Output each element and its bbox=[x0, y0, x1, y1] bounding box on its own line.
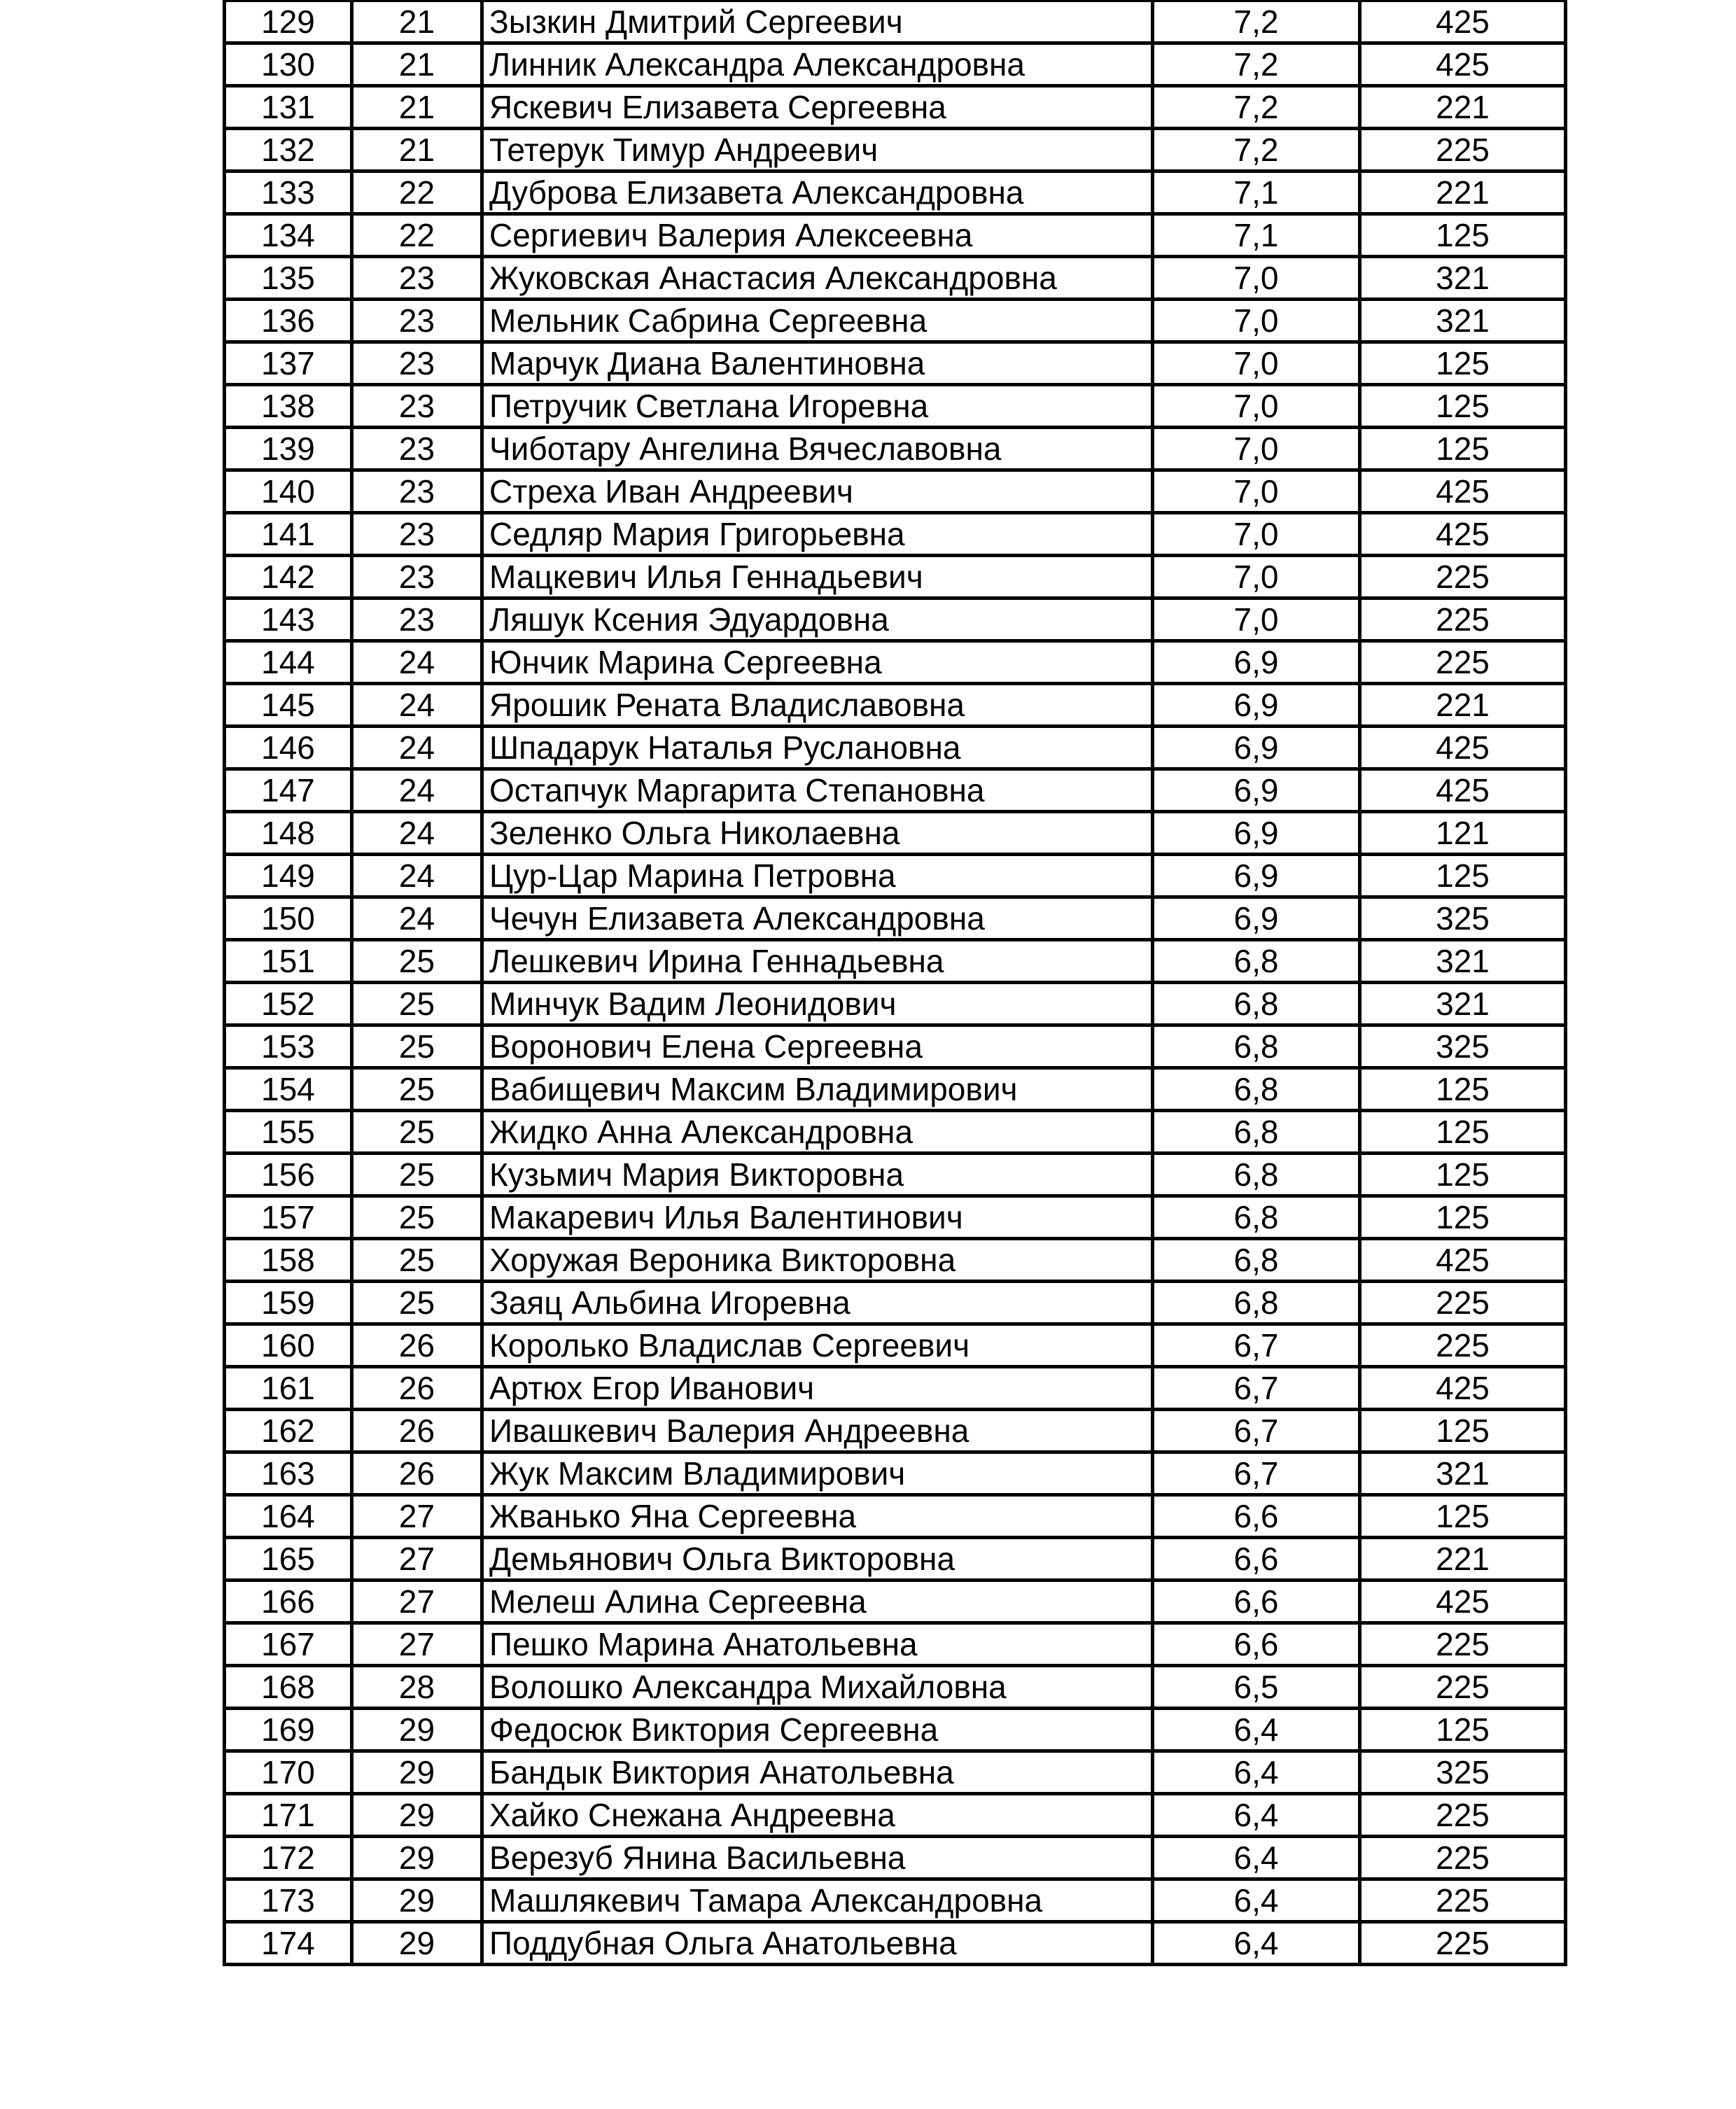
place-cell: 22 bbox=[352, 214, 482, 257]
group-cell: 325 bbox=[1360, 1025, 1566, 1068]
place-cell: 23 bbox=[352, 556, 482, 598]
place-cell: 29 bbox=[352, 1751, 482, 1794]
group-cell: 221 bbox=[1360, 171, 1566, 214]
full-name-cell: Ивашкевич Валерия Андреевна bbox=[482, 1410, 1153, 1452]
row-number-cell: 164 bbox=[225, 1495, 352, 1538]
place-cell: 26 bbox=[352, 1452, 482, 1495]
group-cell: 225 bbox=[1360, 1837, 1566, 1879]
score-cell: 6,4 bbox=[1153, 1922, 1360, 1965]
score-cell: 6,6 bbox=[1153, 1581, 1360, 1623]
place-cell: 24 bbox=[352, 641, 482, 684]
table-row bbox=[225, 684, 1566, 727]
table-row bbox=[225, 1879, 1566, 1922]
full-name-cell: Чечун Елизавета Александровна bbox=[482, 897, 1153, 940]
table-row bbox=[225, 43, 1566, 86]
group-cell: 225 bbox=[1360, 129, 1566, 171]
row-number-cell: 139 bbox=[225, 428, 352, 470]
place-cell: 24 bbox=[352, 897, 482, 940]
row-number-cell: 135 bbox=[225, 257, 352, 300]
score-cell: 7,0 bbox=[1153, 342, 1360, 385]
full-name-cell: Сергиевич Валерия Алексеевна bbox=[482, 214, 1153, 257]
row-number-cell: 129 bbox=[225, 1, 352, 43]
table-row bbox=[225, 1794, 1566, 1837]
score-cell: 6,4 bbox=[1153, 1794, 1360, 1837]
table-row bbox=[225, 1367, 1566, 1410]
group-cell: 221 bbox=[1360, 86, 1566, 129]
full-name-cell: Королько Владислав Сергеевич bbox=[482, 1324, 1153, 1367]
group-cell: 425 bbox=[1360, 1, 1566, 43]
score-cell: 6,9 bbox=[1153, 812, 1360, 855]
full-name-cell: Шпадарук Наталья Руслановна bbox=[482, 727, 1153, 769]
row-number-cell: 162 bbox=[225, 1410, 352, 1452]
row-number-cell: 166 bbox=[225, 1581, 352, 1623]
full-name-cell: Поддубная Ольга Анатольевна bbox=[482, 1922, 1153, 1965]
row-number-cell: 138 bbox=[225, 385, 352, 428]
full-name-cell: Вабищевич Максим Владимирович bbox=[482, 1068, 1153, 1111]
table-row bbox=[225, 1025, 1566, 1068]
full-name-cell: Зеленко Ольга Николаевна bbox=[482, 812, 1153, 855]
table-row bbox=[225, 769, 1566, 812]
place-cell: 21 bbox=[352, 129, 482, 171]
full-name-cell: Петручик Светлана Игоревна bbox=[482, 385, 1153, 428]
row-number-cell: 165 bbox=[225, 1538, 352, 1581]
table-row bbox=[225, 1922, 1566, 1965]
table-row bbox=[225, 171, 1566, 214]
row-number-cell: 131 bbox=[225, 86, 352, 129]
group-cell: 125 bbox=[1360, 1709, 1566, 1751]
table-row bbox=[225, 1, 1566, 43]
row-number-cell: 137 bbox=[225, 342, 352, 385]
place-cell: 22 bbox=[352, 171, 482, 214]
group-cell: 225 bbox=[1360, 1666, 1566, 1709]
place-cell: 25 bbox=[352, 1239, 482, 1282]
place-cell: 24 bbox=[352, 727, 482, 769]
full-name-cell: Цур-Цар Марина Петровна bbox=[482, 855, 1153, 897]
score-cell: 6,8 bbox=[1153, 1025, 1360, 1068]
table-row bbox=[225, 1666, 1566, 1709]
row-number-cell: 174 bbox=[225, 1922, 352, 1965]
score-cell: 7,1 bbox=[1153, 171, 1360, 214]
score-cell: 6,7 bbox=[1153, 1452, 1360, 1495]
group-cell: 225 bbox=[1360, 1282, 1566, 1324]
full-name-cell: Заяц Альбина Игоревна bbox=[482, 1282, 1153, 1324]
full-name-cell: Бандык Виктория Анатольевна bbox=[482, 1751, 1153, 1794]
table-row bbox=[225, 940, 1566, 983]
group-cell: 221 bbox=[1360, 1538, 1566, 1581]
row-number-cell: 158 bbox=[225, 1239, 352, 1282]
place-cell: 23 bbox=[352, 470, 482, 513]
group-cell: 425 bbox=[1360, 1239, 1566, 1282]
full-name-cell: Хайко Снежана Андреевна bbox=[482, 1794, 1153, 1837]
group-cell: 125 bbox=[1360, 855, 1566, 897]
row-number-cell: 149 bbox=[225, 855, 352, 897]
group-cell: 321 bbox=[1360, 300, 1566, 342]
full-name-cell: Мельник Сабрина Сергеевна bbox=[482, 300, 1153, 342]
place-cell: 29 bbox=[352, 1837, 482, 1879]
full-name-cell: Федосюк Виктория Сергеевна bbox=[482, 1709, 1153, 1751]
group-cell: 321 bbox=[1360, 940, 1566, 983]
place-cell: 23 bbox=[352, 513, 482, 556]
score-cell: 6,8 bbox=[1153, 983, 1360, 1025]
score-cell: 6,9 bbox=[1153, 855, 1360, 897]
full-name-cell: Ярошик Рената Владиславовна bbox=[482, 684, 1153, 727]
score-cell: 7,2 bbox=[1153, 129, 1360, 171]
full-name-cell: Седляр Мария Григорьевна bbox=[482, 513, 1153, 556]
row-number-cell: 169 bbox=[225, 1709, 352, 1751]
full-name-cell: Волошко Александра Михайловна bbox=[482, 1666, 1153, 1709]
group-cell: 125 bbox=[1360, 428, 1566, 470]
table-row bbox=[225, 1196, 1566, 1239]
table-row bbox=[225, 727, 1566, 769]
score-cell: 6,9 bbox=[1153, 769, 1360, 812]
group-cell: 325 bbox=[1360, 897, 1566, 940]
score-cell: 7,0 bbox=[1153, 513, 1360, 556]
group-cell: 221 bbox=[1360, 684, 1566, 727]
score-cell: 6,4 bbox=[1153, 1751, 1360, 1794]
place-cell: 27 bbox=[352, 1495, 482, 1538]
full-name-cell: Макаревич Илья Валентинович bbox=[482, 1196, 1153, 1239]
group-cell: 425 bbox=[1360, 769, 1566, 812]
place-cell: 21 bbox=[352, 43, 482, 86]
score-cell: 7,1 bbox=[1153, 214, 1360, 257]
row-number-cell: 156 bbox=[225, 1154, 352, 1196]
place-cell: 21 bbox=[352, 1, 482, 43]
score-cell: 6,5 bbox=[1153, 1666, 1360, 1709]
group-cell: 425 bbox=[1360, 513, 1566, 556]
group-cell: 425 bbox=[1360, 1581, 1566, 1623]
table-row bbox=[225, 1581, 1566, 1623]
row-number-cell: 153 bbox=[225, 1025, 352, 1068]
row-number-cell: 160 bbox=[225, 1324, 352, 1367]
table-row bbox=[225, 641, 1566, 684]
place-cell: 25 bbox=[352, 940, 482, 983]
table-row bbox=[225, 470, 1566, 513]
full-name-cell: Тетерук Тимур Андреевич bbox=[482, 129, 1153, 171]
ranking-table bbox=[223, 0, 1567, 1966]
group-cell: 321 bbox=[1360, 257, 1566, 300]
table-row bbox=[225, 556, 1566, 598]
full-name-cell: Лешкевич Ирина Геннадьевна bbox=[482, 940, 1153, 983]
score-cell: 6,7 bbox=[1153, 1410, 1360, 1452]
group-cell: 225 bbox=[1360, 556, 1566, 598]
full-name-cell: Стреха Иван Андреевич bbox=[482, 470, 1153, 513]
group-cell: 225 bbox=[1360, 641, 1566, 684]
full-name-cell: Кузьмич Мария Викторовна bbox=[482, 1154, 1153, 1196]
full-name-cell: Мелеш Алина Сергеевна bbox=[482, 1581, 1153, 1623]
score-cell: 7,0 bbox=[1153, 470, 1360, 513]
full-name-cell: Машлякевич Тамара Александровна bbox=[482, 1879, 1153, 1922]
score-cell: 7,2 bbox=[1153, 43, 1360, 86]
score-cell: 7,0 bbox=[1153, 257, 1360, 300]
full-name-cell: Чиботару Ангелина Вячеславовна bbox=[482, 428, 1153, 470]
group-cell: 125 bbox=[1360, 1068, 1566, 1111]
place-cell: 25 bbox=[352, 1154, 482, 1196]
full-name-cell: Зызкин Дмитрий Сергеевич bbox=[482, 1, 1153, 43]
group-cell: 125 bbox=[1360, 1154, 1566, 1196]
place-cell: 23 bbox=[352, 428, 482, 470]
row-number-cell: 172 bbox=[225, 1837, 352, 1879]
full-name-cell: Минчук Вадим Леонидович bbox=[482, 983, 1153, 1025]
place-cell: 24 bbox=[352, 769, 482, 812]
full-name-cell: Мацкевич Илья Геннадьевич bbox=[482, 556, 1153, 598]
row-number-cell: 161 bbox=[225, 1367, 352, 1410]
score-cell: 6,8 bbox=[1153, 1282, 1360, 1324]
place-cell: 25 bbox=[352, 1025, 482, 1068]
group-cell: 125 bbox=[1360, 1410, 1566, 1452]
row-number-cell: 133 bbox=[225, 171, 352, 214]
score-cell: 6,8 bbox=[1153, 1196, 1360, 1239]
full-name-cell: Демьянович Ольга Викторовна bbox=[482, 1538, 1153, 1581]
row-number-cell: 151 bbox=[225, 940, 352, 983]
group-cell: 225 bbox=[1360, 1623, 1566, 1666]
table-row bbox=[225, 897, 1566, 940]
place-cell: 23 bbox=[352, 598, 482, 641]
group-cell: 325 bbox=[1360, 1751, 1566, 1794]
place-cell: 29 bbox=[352, 1794, 482, 1837]
table-row bbox=[225, 428, 1566, 470]
group-cell: 225 bbox=[1360, 1922, 1566, 1965]
group-cell: 425 bbox=[1360, 470, 1566, 513]
score-cell: 6,9 bbox=[1153, 641, 1360, 684]
table-row bbox=[225, 214, 1566, 257]
row-number-cell: 167 bbox=[225, 1623, 352, 1666]
table-row bbox=[225, 300, 1566, 342]
table-row bbox=[225, 1154, 1566, 1196]
place-cell: 24 bbox=[352, 812, 482, 855]
place-cell: 26 bbox=[352, 1367, 482, 1410]
table-row bbox=[225, 1324, 1566, 1367]
place-cell: 29 bbox=[352, 1922, 482, 1965]
full-name-cell: Жванько Яна Сергеевна bbox=[482, 1495, 1153, 1538]
place-cell: 28 bbox=[352, 1666, 482, 1709]
row-number-cell: 171 bbox=[225, 1794, 352, 1837]
place-cell: 25 bbox=[352, 983, 482, 1025]
score-cell: 6,9 bbox=[1153, 897, 1360, 940]
table-row bbox=[225, 1751, 1566, 1794]
place-cell: 25 bbox=[352, 1111, 482, 1154]
full-name-cell: Хоружая Вероника Викторовна bbox=[482, 1239, 1153, 1282]
table-row bbox=[225, 1623, 1566, 1666]
row-number-cell: 146 bbox=[225, 727, 352, 769]
row-number-cell: 159 bbox=[225, 1282, 352, 1324]
full-name-cell: Жуковская Анастасия Александровна bbox=[482, 257, 1153, 300]
score-cell: 6,8 bbox=[1153, 1239, 1360, 1282]
group-cell: 121 bbox=[1360, 812, 1566, 855]
table-row bbox=[225, 385, 1566, 428]
row-number-cell: 152 bbox=[225, 983, 352, 1025]
row-number-cell: 154 bbox=[225, 1068, 352, 1111]
full-name-cell: Жидко Анна Александровна bbox=[482, 1111, 1153, 1154]
place-cell: 21 bbox=[352, 86, 482, 129]
full-name-cell: Ляшук Ксения Эдуардовна bbox=[482, 598, 1153, 641]
table-row bbox=[225, 598, 1566, 641]
score-cell: 6,7 bbox=[1153, 1367, 1360, 1410]
place-cell: 29 bbox=[352, 1879, 482, 1922]
table-row bbox=[225, 1282, 1566, 1324]
row-number-cell: 170 bbox=[225, 1751, 352, 1794]
full-name-cell: Жук Максим Владимирович bbox=[482, 1452, 1153, 1495]
place-cell: 25 bbox=[352, 1068, 482, 1111]
table-row bbox=[225, 513, 1566, 556]
table-row bbox=[225, 1068, 1566, 1111]
group-cell: 321 bbox=[1360, 983, 1566, 1025]
row-number-cell: 142 bbox=[225, 556, 352, 598]
full-name-cell: Юнчик Марина Сергеевна bbox=[482, 641, 1153, 684]
group-cell: 225 bbox=[1360, 1794, 1566, 1837]
group-cell: 125 bbox=[1360, 1196, 1566, 1239]
row-number-cell: 141 bbox=[225, 513, 352, 556]
table-row bbox=[225, 342, 1566, 385]
group-cell: 125 bbox=[1360, 214, 1566, 257]
score-cell: 7,0 bbox=[1153, 556, 1360, 598]
score-cell: 7,0 bbox=[1153, 300, 1360, 342]
row-number-cell: 147 bbox=[225, 769, 352, 812]
score-cell: 7,0 bbox=[1153, 428, 1360, 470]
score-cell: 7,2 bbox=[1153, 86, 1360, 129]
place-cell: 27 bbox=[352, 1581, 482, 1623]
row-number-cell: 134 bbox=[225, 214, 352, 257]
full-name-cell: Пешко Марина Анатольевна bbox=[482, 1623, 1153, 1666]
score-cell: 6,7 bbox=[1153, 1324, 1360, 1367]
score-cell: 6,8 bbox=[1153, 1068, 1360, 1111]
group-cell: 225 bbox=[1360, 1879, 1566, 1922]
row-number-cell: 163 bbox=[225, 1452, 352, 1495]
score-cell: 6,4 bbox=[1153, 1837, 1360, 1879]
group-cell: 225 bbox=[1360, 598, 1566, 641]
table-row bbox=[225, 1452, 1566, 1495]
row-number-cell: 130 bbox=[225, 43, 352, 86]
place-cell: 26 bbox=[352, 1324, 482, 1367]
score-cell: 6,8 bbox=[1153, 940, 1360, 983]
table-row bbox=[225, 1111, 1566, 1154]
full-name-cell: Остапчук Маргарита Степановна bbox=[482, 769, 1153, 812]
table-row bbox=[225, 1837, 1566, 1879]
place-cell: 23 bbox=[352, 257, 482, 300]
row-number-cell: 173 bbox=[225, 1879, 352, 1922]
full-name-cell: Верезуб Янина Васильевна bbox=[482, 1837, 1153, 1879]
row-number-cell: 143 bbox=[225, 598, 352, 641]
table-row bbox=[225, 129, 1566, 171]
group-cell: 425 bbox=[1360, 1367, 1566, 1410]
group-cell: 425 bbox=[1360, 727, 1566, 769]
score-cell: 6,4 bbox=[1153, 1879, 1360, 1922]
place-cell: 23 bbox=[352, 342, 482, 385]
full-name-cell: Яскевич Елизавета Сергеевна bbox=[482, 86, 1153, 129]
row-number-cell: 155 bbox=[225, 1111, 352, 1154]
full-name-cell: Линник Александра Александровна bbox=[482, 43, 1153, 86]
group-cell: 425 bbox=[1360, 43, 1566, 86]
table-row bbox=[225, 86, 1566, 129]
table-row bbox=[225, 983, 1566, 1025]
row-number-cell: 168 bbox=[225, 1666, 352, 1709]
place-cell: 25 bbox=[352, 1196, 482, 1239]
table-row bbox=[225, 812, 1566, 855]
place-cell: 24 bbox=[352, 684, 482, 727]
row-number-cell: 144 bbox=[225, 641, 352, 684]
row-number-cell: 132 bbox=[225, 129, 352, 171]
row-number-cell: 140 bbox=[225, 470, 352, 513]
score-cell: 6,9 bbox=[1153, 684, 1360, 727]
row-number-cell: 157 bbox=[225, 1196, 352, 1239]
table-row bbox=[225, 1709, 1566, 1751]
score-cell: 6,6 bbox=[1153, 1538, 1360, 1581]
place-cell: 27 bbox=[352, 1538, 482, 1581]
place-cell: 23 bbox=[352, 300, 482, 342]
group-cell: 225 bbox=[1360, 1324, 1566, 1367]
place-cell: 29 bbox=[352, 1709, 482, 1751]
group-cell: 125 bbox=[1360, 385, 1566, 428]
full-name-cell: Артюх Егор Иванович bbox=[482, 1367, 1153, 1410]
score-cell: 6,8 bbox=[1153, 1111, 1360, 1154]
group-cell: 321 bbox=[1360, 1452, 1566, 1495]
score-cell: 7,0 bbox=[1153, 598, 1360, 641]
table-row bbox=[225, 257, 1566, 300]
row-number-cell: 148 bbox=[225, 812, 352, 855]
group-cell: 125 bbox=[1360, 1111, 1566, 1154]
place-cell: 24 bbox=[352, 855, 482, 897]
full-name-cell: Воронович Елена Сергеевна bbox=[482, 1025, 1153, 1068]
table-row bbox=[225, 1410, 1566, 1452]
place-cell: 26 bbox=[352, 1410, 482, 1452]
score-cell: 6,9 bbox=[1153, 727, 1360, 769]
score-cell: 6,8 bbox=[1153, 1154, 1360, 1196]
score-cell: 6,4 bbox=[1153, 1709, 1360, 1751]
full-name-cell: Марчук Диана Валентиновна bbox=[482, 342, 1153, 385]
score-cell: 6,6 bbox=[1153, 1623, 1360, 1666]
table-row bbox=[225, 855, 1566, 897]
row-number-cell: 136 bbox=[225, 300, 352, 342]
place-cell: 23 bbox=[352, 385, 482, 428]
place-cell: 25 bbox=[352, 1282, 482, 1324]
place-cell: 27 bbox=[352, 1623, 482, 1666]
score-cell: 7,2 bbox=[1153, 1, 1360, 43]
full-name-cell: Дуброва Елизавета Александровна bbox=[482, 171, 1153, 214]
group-cell: 125 bbox=[1360, 342, 1566, 385]
table-row bbox=[225, 1495, 1566, 1538]
table-row bbox=[225, 1538, 1566, 1581]
group-cell: 125 bbox=[1360, 1495, 1566, 1538]
row-number-cell: 150 bbox=[225, 897, 352, 940]
ranking-table-body bbox=[225, 1, 1566, 1965]
score-cell: 6,6 bbox=[1153, 1495, 1360, 1538]
score-cell: 7,0 bbox=[1153, 385, 1360, 428]
table-row bbox=[225, 1239, 1566, 1282]
row-number-cell: 145 bbox=[225, 684, 352, 727]
